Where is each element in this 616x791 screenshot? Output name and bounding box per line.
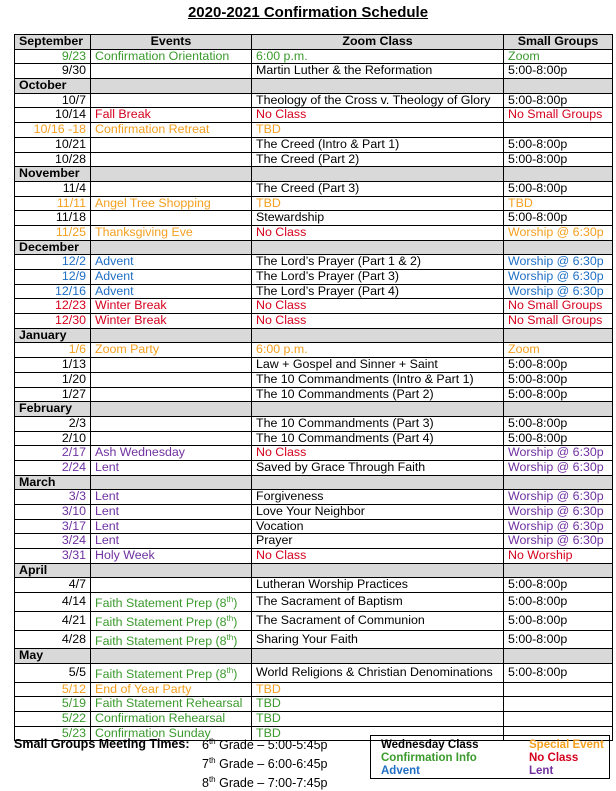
header-september: September xyxy=(15,35,91,50)
date-cell: 1/6 xyxy=(15,343,91,358)
event-cell: Confirmation Orientation xyxy=(91,49,252,64)
event-cell xyxy=(91,93,252,108)
small-groups-cell: 5:00-8:00p xyxy=(504,578,613,593)
date-cell: 9/30 xyxy=(15,64,91,79)
table-row xyxy=(15,152,613,167)
zoom-class-cell: Theology of the Cross v. Theology of Glory xyxy=(252,93,504,108)
small-groups-cell: Worship @ 6:30p xyxy=(504,505,613,520)
zoom-class-cell: 6:00 p.m. xyxy=(252,343,504,358)
zoom-class-cell: No Class xyxy=(252,225,504,240)
event-cell xyxy=(91,64,252,79)
month-label: January xyxy=(15,328,91,343)
event-cell: Faith Statement Prep (8th) xyxy=(91,593,252,612)
table-row xyxy=(15,460,613,475)
zoom-class-cell: TBD xyxy=(252,726,504,741)
small-groups-cell: Worship @ 6:30p xyxy=(504,446,613,461)
month-row-filler xyxy=(252,475,504,490)
zoom-class-cell: TBD xyxy=(252,123,504,138)
date-cell: 3/3 xyxy=(15,490,91,505)
zoom-class-cell: No Class xyxy=(252,549,504,564)
table-row xyxy=(15,93,613,108)
month-label: October xyxy=(15,79,91,94)
small-groups-cell: 5:00-8:00p xyxy=(504,137,613,152)
legend-lent: Lent xyxy=(529,765,554,777)
zoom-class-cell: Forgiveness xyxy=(252,490,504,505)
zoom-class-cell: The Creed (Part 2) xyxy=(252,152,504,167)
zoom-class-cell: The 10 Commandments (Part 3) xyxy=(252,416,504,431)
date-cell: 12/16 xyxy=(15,284,91,299)
event-cell: Ash Wednesday xyxy=(91,446,252,461)
zoom-class-cell: The 10 Commandments (Part 4) xyxy=(252,431,504,446)
table-row xyxy=(15,663,613,682)
table-row xyxy=(15,181,613,196)
small-groups-cell: Worship @ 6:30p xyxy=(504,519,613,534)
month-row-filler xyxy=(252,563,504,578)
table-row xyxy=(15,64,613,79)
table-row xyxy=(15,431,613,446)
month-row-filler xyxy=(504,475,613,490)
small-groups-cell: Worship @ 6:30p xyxy=(504,270,613,285)
month-label: May xyxy=(15,649,91,664)
table-row xyxy=(15,314,613,329)
event-cell: Winter Break xyxy=(91,314,252,329)
event-cell: Winter Break xyxy=(91,299,252,314)
table-row xyxy=(15,211,613,226)
date-cell: 5/5 xyxy=(15,663,91,682)
event-cell: Zoom Party xyxy=(91,343,252,358)
month-row-filler xyxy=(91,79,252,94)
table-row xyxy=(15,490,613,505)
zoom-class-cell: TBD xyxy=(252,196,504,211)
small-groups-cell: 5:00-8:00p xyxy=(504,152,613,167)
event-cell: Advent xyxy=(91,284,252,299)
event-cell xyxy=(91,211,252,226)
event-cell xyxy=(91,387,252,402)
month-label: March xyxy=(15,475,91,490)
month-label: December xyxy=(15,240,91,255)
table-row xyxy=(15,630,613,649)
date-cell: 10/28 xyxy=(15,152,91,167)
month-row-filler xyxy=(91,402,252,417)
event-cell: Lent xyxy=(91,490,252,505)
small-groups-cell: 5:00-8:00p xyxy=(504,663,613,682)
month-row-filler xyxy=(504,563,613,578)
small-groups-cell: No Small Groups xyxy=(504,314,613,329)
zoom-class-cell: The Sacrament of Baptism xyxy=(252,593,504,612)
month-row-filler xyxy=(91,563,252,578)
small-groups-cell: Worship @ 6:30p xyxy=(504,460,613,475)
legend-no-class: No Class xyxy=(529,752,579,764)
date-cell: 1/20 xyxy=(15,372,91,387)
date-cell: 5/23 xyxy=(15,726,91,741)
small-groups-cell: 5:00-8:00p xyxy=(504,630,613,649)
zoom-class-cell: No Class xyxy=(252,446,504,461)
month-row-filler xyxy=(91,167,252,182)
date-cell: 12/2 xyxy=(15,255,91,270)
header-row xyxy=(15,35,613,50)
legend-advent: Advent xyxy=(381,765,420,777)
event-cell xyxy=(91,372,252,387)
zoom-class-cell: Stewardship xyxy=(252,211,504,226)
table-row xyxy=(15,519,613,534)
date-cell: 3/17 xyxy=(15,519,91,534)
meeting-times-label: Small Groups Meeting Times: xyxy=(14,737,190,751)
event-cell: End of Year Party xyxy=(91,682,252,697)
legend-special-event: Special Event xyxy=(529,739,604,751)
date-cell: 4/7 xyxy=(15,578,91,593)
date-cell: 5/22 xyxy=(15,712,91,727)
month-row-filler xyxy=(91,328,252,343)
table-row xyxy=(15,255,613,270)
date-cell: 11/18 xyxy=(15,211,91,226)
small-groups-cell xyxy=(504,712,613,727)
event-cell: Advent xyxy=(91,255,252,270)
date-cell: 3/31 xyxy=(15,549,91,564)
event-cell: Lent xyxy=(91,519,252,534)
zoom-class-cell: Saved by Grace Through Faith xyxy=(252,460,504,475)
event-cell: Advent xyxy=(91,270,252,285)
table-row xyxy=(15,108,613,123)
table-row xyxy=(15,578,613,593)
month-row xyxy=(15,328,613,343)
table-row xyxy=(15,505,613,520)
month-row-filler xyxy=(504,649,613,664)
event-cell: Confirmation Retreat xyxy=(91,123,252,138)
month-label: November xyxy=(15,167,91,182)
event-cell: Holy Week xyxy=(91,549,252,564)
table-row xyxy=(15,682,613,697)
zoom-class-cell: The 10 Commandments (Intro & Part 1) xyxy=(252,372,504,387)
table-row xyxy=(15,137,613,152)
date-cell: 11/11 xyxy=(15,196,91,211)
table-row xyxy=(15,387,613,402)
small-groups-cell: 5:00-8:00p xyxy=(504,93,613,108)
date-cell: 2/3 xyxy=(15,416,91,431)
date-cell: 5/19 xyxy=(15,697,91,712)
event-cell: Faith Statement Prep (8th) xyxy=(91,630,252,649)
event-cell xyxy=(91,358,252,373)
small-groups-cell: 5:00-8:00p xyxy=(504,181,613,196)
event-cell: Faith Statement Prep (8th) xyxy=(91,663,252,682)
date-cell: 4/21 xyxy=(15,611,91,630)
zoom-class-cell: Vocation xyxy=(252,519,504,534)
event-cell: Fall Break xyxy=(91,108,252,123)
zoom-class-cell: The Creed (Intro & Part 1) xyxy=(252,137,504,152)
small-groups-cell: Worship @ 6:30p xyxy=(504,490,613,505)
small-groups-cell xyxy=(504,682,613,697)
table-row xyxy=(15,593,613,612)
month-row-filler xyxy=(252,240,504,255)
event-cell: Lent xyxy=(91,460,252,475)
month-row-filler xyxy=(91,649,252,664)
month-row-filler xyxy=(504,328,613,343)
zoom-class-cell: Love Your Neighbor xyxy=(252,505,504,520)
schedule-body xyxy=(15,49,613,741)
zoom-class-cell: The Lord’s Prayer (Part 1 & 2) xyxy=(252,255,504,270)
event-cell: Faith Statement Rehearsal xyxy=(91,697,252,712)
event-cell: Lent xyxy=(91,534,252,549)
table-row xyxy=(15,343,613,358)
month-label: April xyxy=(15,563,91,578)
zoom-class-cell: No Class xyxy=(252,299,504,314)
event-cell xyxy=(91,578,252,593)
small-groups-cell: 5:00-8:00p xyxy=(504,211,613,226)
date-cell: 4/28 xyxy=(15,630,91,649)
small-groups-cell: 5:00-8:00p xyxy=(504,431,613,446)
month-row-filler xyxy=(252,79,504,94)
meeting-times-list xyxy=(202,734,328,791)
small-groups-cell: 5:00-8:00p xyxy=(504,372,613,387)
grade-6-time: 6th Grade – 5:00-5:45p xyxy=(202,737,328,753)
grade-7-time: 7th Grade – 6:00-6:45p xyxy=(202,756,328,772)
month-row xyxy=(15,79,613,94)
month-row xyxy=(15,402,613,417)
table-row xyxy=(15,416,613,431)
zoom-class-cell: TBD xyxy=(252,712,504,727)
date-cell: 3/24 xyxy=(15,534,91,549)
small-groups-cell: Zoom xyxy=(504,49,613,64)
date-cell: 10/14 xyxy=(15,108,91,123)
date-cell: 5/12 xyxy=(15,682,91,697)
color-legend xyxy=(370,735,610,779)
legend-wednesday-class: Wednesday Class xyxy=(381,739,479,751)
zoom-class-cell: Martin Luther & the Reformation xyxy=(252,64,504,79)
zoom-class-cell: Prayer xyxy=(252,534,504,549)
month-row-filler xyxy=(252,402,504,417)
date-cell: 11/25 xyxy=(15,225,91,240)
small-groups-cell: 5:00-8:00p xyxy=(504,416,613,431)
table-row xyxy=(15,123,613,138)
event-cell xyxy=(91,181,252,196)
month-row-filler xyxy=(91,240,252,255)
header-small-groups: Small Groups xyxy=(504,35,613,50)
small-groups-cell: Worship @ 6:30p xyxy=(504,225,613,240)
zoom-class-cell: TBD xyxy=(252,697,504,712)
month-row xyxy=(15,240,613,255)
month-row-filler xyxy=(252,167,504,182)
zoom-class-cell: The Sacrament of Communion xyxy=(252,611,504,630)
table-row xyxy=(15,549,613,564)
zoom-class-cell: The Lord’s Prayer (Part 4) xyxy=(252,284,504,299)
table-row xyxy=(15,225,613,240)
schedule-table xyxy=(14,34,613,741)
month-row-filler xyxy=(504,167,613,182)
zoom-class-cell: Law + Gospel and Sinner + Saint xyxy=(252,358,504,373)
legend-confirmation-info: Confirmation Info xyxy=(381,752,477,764)
event-cell: Confirmation Sunday xyxy=(91,726,252,741)
month-row xyxy=(15,563,613,578)
month-row xyxy=(15,475,613,490)
table-row xyxy=(15,49,613,64)
date-cell: 2/24 xyxy=(15,460,91,475)
zoom-class-cell: Sharing Your Faith xyxy=(252,630,504,649)
event-cell: Faith Statement Prep (8th) xyxy=(91,611,252,630)
event-cell: Angel Tree Shopping xyxy=(91,196,252,211)
month-row-filler xyxy=(504,402,613,417)
table-row xyxy=(15,284,613,299)
month-row-filler xyxy=(252,649,504,664)
event-cell xyxy=(91,152,252,167)
zoom-class-cell: No Class xyxy=(252,108,504,123)
small-groups-cell: 5:00-8:00p xyxy=(504,611,613,630)
event-cell xyxy=(91,137,252,152)
grade-8-time: 8th Grade – 7:00-7:45p xyxy=(202,775,328,791)
zoom-class-cell: The Creed (Part 3) xyxy=(252,181,504,196)
month-row-filler xyxy=(252,328,504,343)
header-zoom-class: Zoom Class xyxy=(252,35,504,50)
table-row xyxy=(15,372,613,387)
date-cell: 12/30 xyxy=(15,314,91,329)
zoom-class-cell: 6:00 p.m. xyxy=(252,49,504,64)
small-groups-cell: No Small Groups xyxy=(504,108,613,123)
date-cell: 12/9 xyxy=(15,270,91,285)
zoom-class-cell: The 10 Commandments (Part 2) xyxy=(252,387,504,402)
table-row xyxy=(15,358,613,373)
date-cell: 1/13 xyxy=(15,358,91,373)
month-row-filler xyxy=(91,475,252,490)
month-row-filler xyxy=(504,240,613,255)
zoom-class-cell: No Class xyxy=(252,314,504,329)
event-cell xyxy=(91,416,252,431)
date-cell: 3/10 xyxy=(15,505,91,520)
zoom-class-cell: Lutheran Worship Practices xyxy=(252,578,504,593)
date-cell: 10/21 xyxy=(15,137,91,152)
month-row xyxy=(15,167,613,182)
small-groups-cell: 5:00-8:00p xyxy=(504,593,613,612)
table-row xyxy=(15,534,613,549)
small-groups-cell: Worship @ 6:30p xyxy=(504,284,613,299)
small-groups-cell xyxy=(504,123,613,138)
date-cell: 9/23 xyxy=(15,49,91,64)
date-cell: 10/16 -18 xyxy=(15,123,91,138)
date-cell: 11/4 xyxy=(15,181,91,196)
small-groups-cell: Worship @ 6:30p xyxy=(504,255,613,270)
zoom-class-cell: World Religions & Christian Denominations xyxy=(252,663,504,682)
table-row xyxy=(15,697,613,712)
table-row xyxy=(15,712,613,727)
event-cell: Lent xyxy=(91,505,252,520)
date-cell: 1/27 xyxy=(15,387,91,402)
month-row xyxy=(15,649,613,664)
table-row xyxy=(15,270,613,285)
event-cell xyxy=(91,431,252,446)
page-title: 2020-2021 Confirmation Schedule xyxy=(187,4,429,21)
header-events: Events xyxy=(91,35,252,50)
table-row xyxy=(15,611,613,630)
date-cell: 2/10 xyxy=(15,431,91,446)
date-cell: 2/17 xyxy=(15,446,91,461)
month-row-filler xyxy=(504,79,613,94)
month-label: February xyxy=(15,402,91,417)
small-groups-cell: 5:00-8:00p xyxy=(504,64,613,79)
date-cell: 4/14 xyxy=(15,593,91,612)
small-groups-cell xyxy=(504,697,613,712)
table-row xyxy=(15,196,613,211)
small-groups-cell: TBD xyxy=(504,196,613,211)
small-groups-cell: No Small Groups xyxy=(504,299,613,314)
zoom-class-cell: The Lord’s Prayer (Part 3) xyxy=(252,270,504,285)
date-cell: 12/23 xyxy=(15,299,91,314)
event-cell: Thanksgiving Eve xyxy=(91,225,252,240)
date-cell: 10/7 xyxy=(15,93,91,108)
small-groups-cell: Zoom xyxy=(504,343,613,358)
small-groups-cell: Worship @ 6:30p xyxy=(504,534,613,549)
zoom-class-cell: TBD xyxy=(252,682,504,697)
event-cell: Confirmation Rehearsal xyxy=(91,712,252,727)
small-groups-cell: 5:00-8:00p xyxy=(504,358,613,373)
table-row xyxy=(15,299,613,314)
small-groups-cell: No Worship xyxy=(504,549,613,564)
table-row xyxy=(15,446,613,461)
small-groups-cell: 5:00-8:00p xyxy=(504,387,613,402)
